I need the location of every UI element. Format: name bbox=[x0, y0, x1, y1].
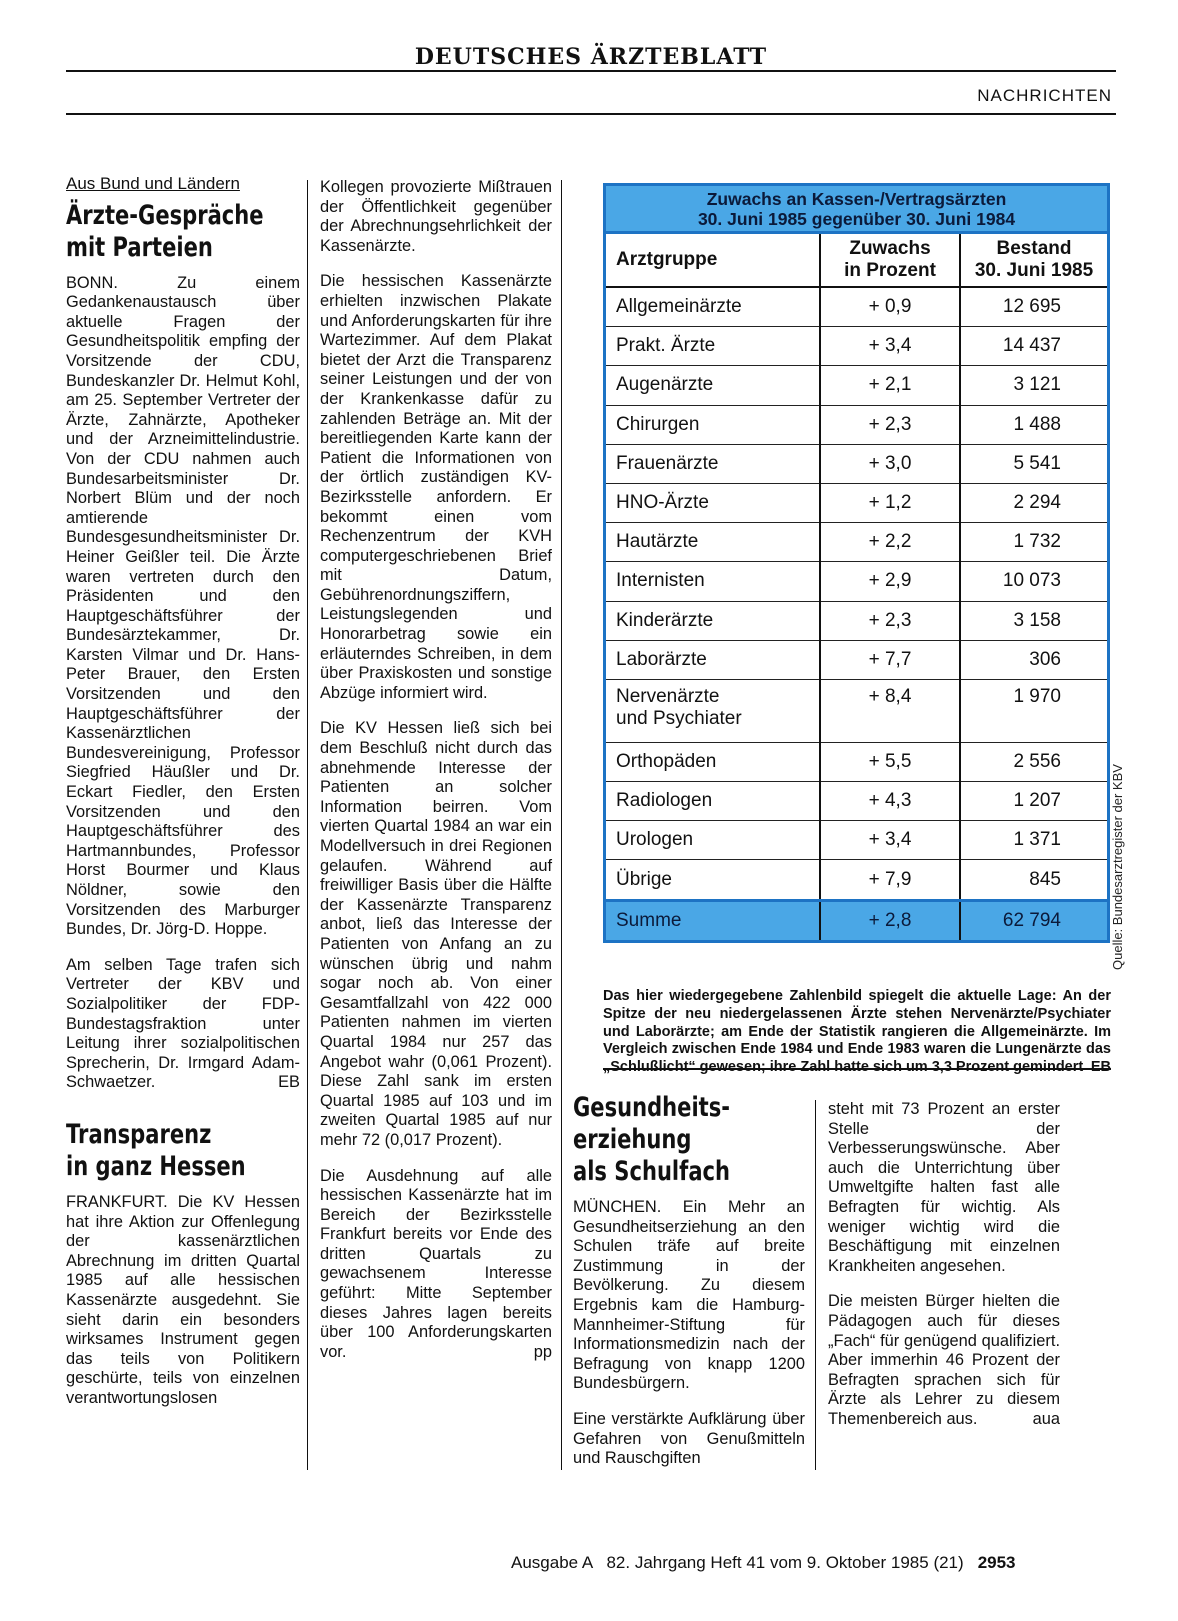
stock-cell: 1 207 bbox=[960, 782, 1107, 821]
growth-cell: + 2,8 bbox=[820, 900, 960, 941]
article-3-paragraph bbox=[828, 1292, 1060, 1429]
stock-cell: 14 437 bbox=[960, 327, 1107, 366]
table-row bbox=[606, 444, 1107, 483]
stock-cell: 1 488 bbox=[960, 405, 1107, 444]
article-2-paragraph: FRANKFURT. Die KV Hessen hat ihre Aktion zur Offenlegung der kassenärztlichen Abrechnung im dritten Quartal 1985 auf alle hessischen Kassenärzte ausgedehnt. Sie sieht darin ein besonders wirksames Instrument gegen das teils von Politikern geschürte, teils von einzelnen verantwortungslosen bbox=[66, 1192, 300, 1407]
stock-cell: 12 695 bbox=[960, 287, 1107, 327]
table-sum-row bbox=[606, 900, 1107, 941]
stock-cell: 3 158 bbox=[960, 601, 1107, 640]
growth-cell: + 8,4 bbox=[820, 679, 960, 742]
growth-cell: + 3,4 bbox=[820, 821, 960, 860]
article-1-paragraph: BONN. Zu einem Gedankenaustausch über aktuelle Fragen der Gesundheitspolitik empfing der Vorsitzende der CDU, Bundeskanzler Dr. Helmut Kohl, am 25. September Vertreter der Ärzte, Zahnärzte, Apotheker und der Arzneimittelindustrie. Von der CDU nahmen auch Bundesarbeitsminister Dr. Norbert Blüm und der noch amtierende Bundesgesundheitsminister Dr. Heiner Geißler teil. Die Ärzte waren vertreten durch den Präsidenten und den Hauptgeschäftsführer der Bundesärztekammer, Dr. Karsten Vilmar und Dr. Hans-Peter Brauer, den Ersten Vorsitzenden und den Hauptgeschäftsführer der Kassenärztlichen Bundesvereinigung, Professor Siegfried Häußler und Dr. Eckart Fiedler, den Ersten Vorsitzenden und den Hauptgeschäftsführer des Hartmannbundes, Professor Horst Bourmer und Klaus Nöldner, sowie den Vorsitzenden des Marburger Bundes, Dr. Jörg-D. Hoppe. bbox=[66, 273, 300, 939]
table-row bbox=[606, 742, 1107, 781]
header-stock: Bestand 30. Juni 1985 bbox=[960, 234, 1107, 287]
growth-cell: + 2,3 bbox=[820, 405, 960, 444]
article-2-paragraph: Kollegen provozierte Mißtrauen der Öffentlichkeit gegenüber der Abrechnungsehrlichkeit der Kassenärzte. bbox=[320, 178, 552, 255]
stock-cell: 1 970 bbox=[960, 679, 1107, 742]
stock-cell: 5 541 bbox=[960, 444, 1107, 483]
table-row bbox=[606, 860, 1107, 900]
table-row bbox=[606, 601, 1107, 640]
growth-cell: + 0,9 bbox=[820, 287, 960, 327]
footer-issue: Ausgabe A 82. Jahrgang Heft 41 vom 9. Oktober 1985 (21) bbox=[511, 1553, 964, 1572]
group-cell: Übrige bbox=[606, 860, 820, 900]
group-cell: Chirurgen bbox=[606, 405, 820, 444]
article-3-paragraph: steht mit 73 Prozent an erster Stelle der Verbesserungswünsche. Aber auch die Unterrichtung über Umweltgifte halten fast alle Befragten für wichtig. Als weniger wichtig wird die Beschäftigung mit einzelnen Krankheiten angesehen. bbox=[828, 1100, 1060, 1275]
header-growth: Zuwachs in Prozent bbox=[820, 234, 960, 287]
stock-cell: 306 bbox=[960, 640, 1107, 679]
group-cell: Internisten bbox=[606, 562, 820, 601]
growth-cell: + 2,3 bbox=[820, 601, 960, 640]
growth-cell: + 3,4 bbox=[820, 327, 960, 366]
section-label: NACHRICHTEN bbox=[977, 86, 1112, 105]
growth-cell: + 5,5 bbox=[820, 742, 960, 781]
article-3-paragraph: Eine verstärkte Aufklärung über Gefahren von Genußmitteln und Rauschgiften bbox=[573, 1409, 805, 1468]
table-row bbox=[606, 782, 1107, 821]
masthead-rule bbox=[66, 70, 1116, 72]
column-separator bbox=[307, 180, 308, 1470]
table-header-row bbox=[606, 234, 1107, 287]
table-caption bbox=[603, 988, 1111, 1077]
stock-cell: 1 732 bbox=[960, 523, 1107, 562]
stock-cell: 62 794 bbox=[960, 900, 1107, 941]
table-row bbox=[606, 327, 1107, 366]
header-group: Arztgruppe bbox=[606, 234, 820, 287]
group-cell: Summe bbox=[606, 900, 820, 941]
article-3-text: Die meisten Bürger hielten die Pädagogen auch für dieses „Fach“ für genügend qualifiziert. Aber immerhin 46 Prozent der Befragten sprachen sich für Ärzte als Lehrer zu diesem Themenbereich aus. bbox=[828, 1292, 1060, 1428]
article-3-headline: Gesundheits- erziehung als Schulfach bbox=[573, 1092, 731, 1187]
caption-text: Das hier wiedergegebene Zahlenbild spiegelt die aktuelle Lage: An der Spitze der neu niedergelassenen Ärzte stehen Nervenärzte/Psychiater und Laborärzte; am Ende der Statistik rangieren die Allgemeinärzte. Im Vergleich zwischen Ende 1984 und Ende 1983 waren die Lungenärzte das bbox=[603, 988, 1111, 1058]
growth-cell: + 4,3 bbox=[820, 782, 960, 821]
data-table bbox=[606, 234, 1107, 943]
group-cell: Laborärzte bbox=[606, 640, 820, 679]
article-2-paragraph bbox=[320, 1167, 552, 1363]
group-cell: Radiologen bbox=[606, 782, 820, 821]
stock-cell: 845 bbox=[960, 860, 1107, 900]
growth-cell: + 7,7 bbox=[820, 640, 960, 679]
column-3 bbox=[573, 1092, 805, 1485]
statistics-table bbox=[603, 183, 1110, 943]
group-cell: HNO-Ärzte bbox=[606, 483, 820, 522]
article-1-paragraph bbox=[66, 956, 300, 1093]
table-row bbox=[606, 523, 1107, 562]
group-cell: Hautärzte bbox=[606, 523, 820, 562]
table-frame bbox=[603, 234, 1110, 943]
table-row bbox=[606, 366, 1107, 405]
stock-cell: 1 371 bbox=[960, 821, 1107, 860]
column-4 bbox=[828, 1100, 1060, 1446]
column-separator bbox=[561, 180, 562, 1470]
article-1-headline: Ärzte-Gespräche mit Parteien bbox=[66, 199, 264, 263]
table-row bbox=[606, 679, 1107, 742]
growth-cell: + 2,1 bbox=[820, 366, 960, 405]
table-row bbox=[606, 287, 1107, 327]
column-1 bbox=[66, 174, 300, 1424]
article-2-signature: pp bbox=[533, 1342, 552, 1361]
group-cell: Allgemeinärzte bbox=[606, 287, 820, 327]
footer bbox=[511, 1553, 1016, 1573]
caption-rule bbox=[603, 1068, 1111, 1070]
group-cell: Kinderärzte bbox=[606, 601, 820, 640]
article-2-paragraph: Die KV Hessen ließ sich bei dem Beschluß nicht durch das abnehmende Interesse der Patienten an solcher Information beirren. Vom vierten Quartal 1984 an war ein Modellversuch in drei Regionen gelaufen. Während auf freiwilliger Basis über die Hälfte der Kassenärzte Transparenz anbot, ließ das Interesse der Patienten von Anfang an zu wünschen übrig und nahm sogar noch ab. Von einer Gesamtfallzahl von 422 000 Patienten nahmen im vierten Quartal 1984 nur 257 das Angebot wahr (0,061 Prozent). Diese Zahl sank im ersten Quartal 1985 auf 103 und im zweiten Quartal 1985 auf nur mehr 72 (0,017 Prozent). bbox=[320, 719, 552, 1149]
column-separator bbox=[815, 1100, 816, 1470]
article-3-signature: aua bbox=[1032, 1409, 1060, 1428]
growth-cell: + 2,2 bbox=[820, 523, 960, 562]
stock-cell: 2 294 bbox=[960, 483, 1107, 522]
table-row bbox=[606, 405, 1107, 444]
column-2 bbox=[320, 178, 552, 1378]
group-cell: Urologen bbox=[606, 821, 820, 860]
source-note: Quelle: Bundesarztregister der KBV bbox=[1110, 764, 1125, 970]
table-row bbox=[606, 562, 1107, 601]
growth-cell: + 2,9 bbox=[820, 562, 960, 601]
growth-cell: + 7,9 bbox=[820, 860, 960, 900]
group-cell: Augenärzte bbox=[606, 366, 820, 405]
stock-cell: 10 073 bbox=[960, 562, 1107, 601]
article-2-text: Die Ausdehnung auf alle hessischen Kassenärzte hat im Bereich der Bezirksstelle Frankfurt bereits vor Ende des dritten Quartals zu gewachsenem Interesse geführt: Mitte September dieses Jahres lagen bereits über 100 Anforderungskarten vor. bbox=[320, 1166, 552, 1361]
group-cell: Frauenärzte bbox=[606, 444, 820, 483]
article-1-text: Am selben Tage trafen sich Vertreter der KBV und Sozialpolitiker der FDP-Bundestagsfraktion unter Leitung ihrer sozialpolitischen Sprecherin, Dr. Irmgard Adam-Schwaetzer. bbox=[66, 955, 300, 1092]
table-row bbox=[606, 483, 1107, 522]
page-number: 2953 bbox=[977, 1553, 1016, 1572]
article-3-paragraph: MÜNCHEN. Ein Mehr an Gesundheitserziehung an den Schulen träfe auf breite Zustimmung in der Bevölkerung. Zu diesem Ergebnis kam die Hamburg-Mannheimer-Stiftung für Informationsmedizin nach der Befragung von knapp 1200 Bundesbürgern. bbox=[573, 1198, 805, 1393]
group-cell: Nervenärzte und Psychiater bbox=[606, 679, 820, 742]
growth-cell: + 1,2 bbox=[820, 483, 960, 522]
kicker: Aus Bund und Ländern bbox=[66, 174, 240, 193]
article-2-paragraph: Die hessischen Kassenärzte erhielten inzwischen Plakate und Anforderungskarten für ihre Wartezimmer. Auf dem Plakat bietet der Arzt die Transparenz seiner Leistungen und der von der Krankenkasse dafür zu zahlenden Beträge an. Mit der bereitliegenden Karte kann der Patient die Informationen von der örtlich zuständigen KV-Bezirksstelle anfordern. Er bekommt einen vom Rechenzentrum der KVH computergeschriebenen Brief mit Datum, Gebührenordnungsziffern, Leistungslegenden und Honorarbetrag sowie ein erläuterndes Schreiben, in dem über Praxiskosten und sonstige Abzüge informiert wird. bbox=[320, 272, 552, 702]
header-rule bbox=[66, 113, 1116, 115]
stock-cell: 3 121 bbox=[960, 366, 1107, 405]
table-title: Zuwachs an Kassen-/Vertragsärzten 30. Juni 1985 gegenüber 30. Juni 1984 bbox=[603, 183, 1110, 234]
table-row bbox=[606, 640, 1107, 679]
table-row bbox=[606, 821, 1107, 860]
article-1-signature: EB bbox=[278, 1073, 300, 1092]
stock-cell: 2 556 bbox=[960, 742, 1107, 781]
masthead: DEUTSCHES ÄRZTEBLATT bbox=[414, 44, 768, 70]
article-2-headline: Transparenz in ganz Hessen bbox=[66, 1118, 246, 1182]
group-cell: Prakt. Ärzte bbox=[606, 327, 820, 366]
group-cell: Orthopäden bbox=[606, 742, 820, 781]
growth-cell: + 3,0 bbox=[820, 444, 960, 483]
